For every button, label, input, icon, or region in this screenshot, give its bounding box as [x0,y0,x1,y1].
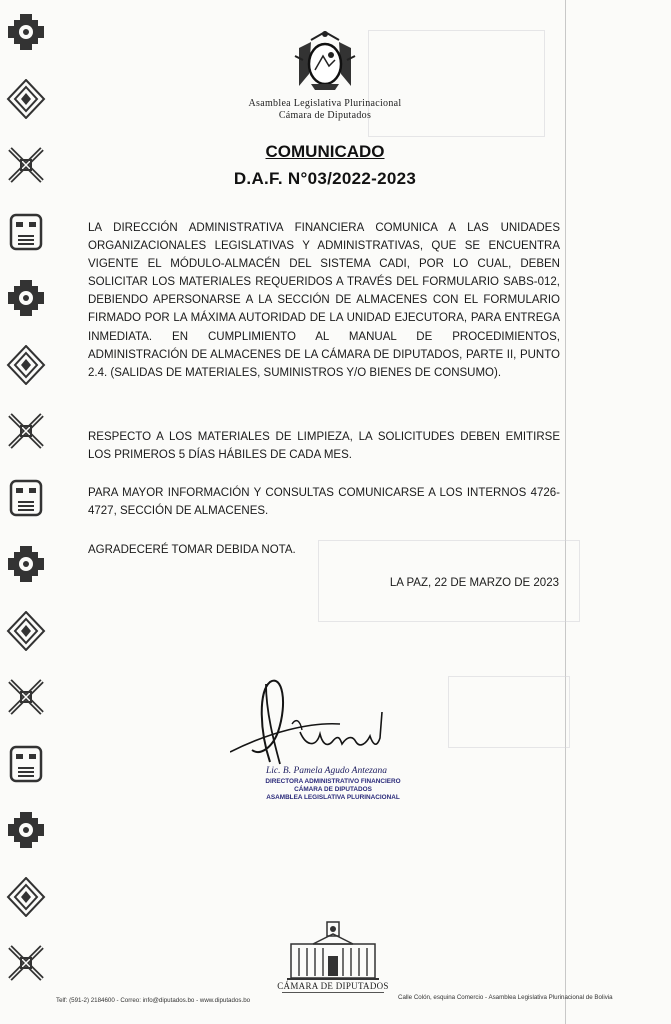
closing-line: AGRADECERÉ TOMAR DEBIDA NOTA. [88,544,296,556]
diamond-pattern-icon [6,611,46,651]
scan-fold-line [565,0,566,1024]
institution-name: Asamblea Legislativa Plurinacional [248,98,402,109]
body-paragraph: RESPECTO A LOS MATERIALES DE LIMPIEZA, LA SOLICITUDES DEBEN EMITIRSE LOS PRIMEROS 5 DÍAS HÁBILES DE CADA MES. [88,431,560,462]
x-knot-icon [6,411,46,451]
andean-cross-icon [6,12,46,52]
legislative-building-icon [283,920,383,982]
stamp-chamber: CÁMARA DE DIPUTADOS [294,786,372,793]
signatory-name: Lic. B. Pamela Agudo Antezana [266,766,388,776]
body-paragraph: PARA MAYOR INFORMACIÓN Y CONSULTAS COMUNICARSE A LOS INTERNOS 4726-4727, SECCIÓN DE ALMACENES. [88,487,560,518]
x-knot-icon [6,677,46,717]
place-date: LA PAZ, 22 DE MARZO DE 2023 [389,577,559,589]
stamp-position: DIRECTORA ADMINISTRATIVO FINANCIERO [265,778,401,785]
andean-cross-icon [6,544,46,584]
footer-contact: Telf: (591-2) 2184600 - Correo: info@diputados.bo - www.diputados.bo [56,997,251,1004]
andean-cross-icon [6,810,46,850]
mask-face-icon [6,478,46,518]
handwritten-signature [230,672,410,772]
diamond-pattern-icon [6,345,46,385]
document-reference: D.A.F. N°03/2022-2023 [233,169,417,188]
footer-divider [282,992,384,993]
andean-cross-icon [6,278,46,318]
stamp-assembly: ASAMBLEA LEGISLATIVA PLURINACIONAL [266,794,400,801]
bolivia-coat-of-arms-icon [289,26,361,96]
decorative-border [0,0,52,1024]
x-knot-icon [6,943,46,983]
mask-face-icon [6,212,46,252]
diamond-pattern-icon [6,877,46,917]
diamond-pattern-icon [6,79,46,119]
institution-chamber: Cámara de Diputados [278,110,372,121]
document-title: COMUNICADO [265,142,385,161]
x-knot-icon [6,145,46,185]
footer-address: Calle Colón, esquina Comercio - Asamblea Legislativa Plurinacional de Bolivia [398,994,613,1001]
bleed-through-stamp [448,676,570,748]
mask-face-icon [6,744,46,784]
footer-chamber-name: CÁMARA DE DIPUTADOS [277,981,389,991]
body-paragraph: LA DIRECCIÓN ADMINISTRATIVA FINANCIERA COMUNICA A LAS UNIDADES ORGANIZACIONALES LEGISLATIVAS Y ADMINISTRATIVAS, QUE SE ENCUENTRA VIGENTE EL MÓDULO-ALMACÉN DEL SISTEMA CADI, POR LO CUAL, DEBEN SOLICITAR LOS MATERIALES REQUERIDOS A TRAVÉS DEL FORMULARIO SABS-012, DEBIENDO APERSONARSE A LA SECCIÓN DE ALMACENES CON EL FORMULARIO FIRMADO POR LA MÁXIMA AUTORIDAD DE LA UNIDAD EJECUTORA, PARA ENTREGA INMEDIATA. EN CUMPLIMIENTO AL MANUAL DE PROCEDIMIENTOS, ADMINISTRACIÓN DE ALMACENES DE LA CÁMARA DE DIPUTADOS, PARTE II, PUNTO 2.4. (SALIDAS DE MATERIALES, SUMINISTROS Y/O BIENES DE CONSUMO). [88,222,560,379]
